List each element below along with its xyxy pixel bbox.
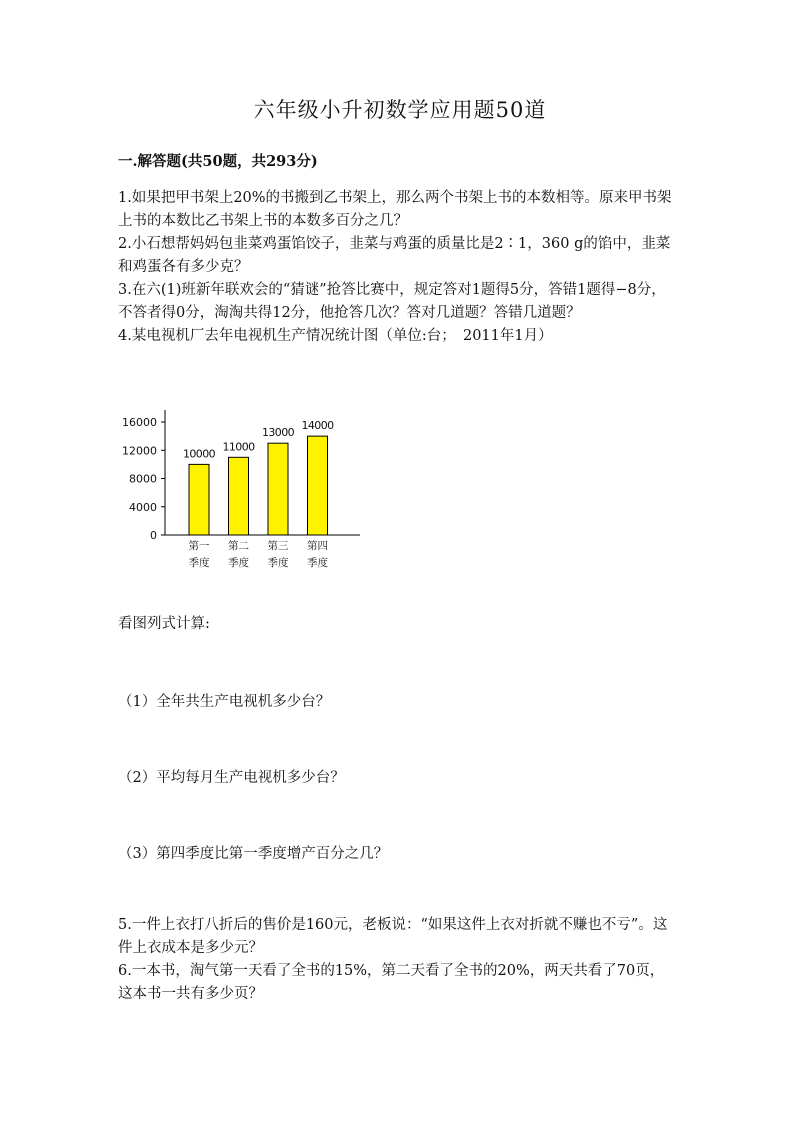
bar-value-label: 11000	[222, 440, 255, 454]
bar	[229, 457, 249, 535]
bar	[308, 436, 328, 535]
y-tick-label: 4000	[129, 500, 157, 514]
problem-list-2	[118, 914, 678, 1006]
x-tick-label: 季度	[267, 557, 289, 569]
problem-5: 5.一件上衣打八折后的售价是160元，老板说：“如果这件上衣对折就不赚也不亏”。这件上衣成本是多少元？	[118, 917, 668, 956]
bar	[189, 464, 209, 535]
x-tick-label: 第三	[267, 540, 289, 552]
x-tick-label: 季度	[188, 557, 210, 569]
section-heading: 一.解答题(共50题，共293分)	[118, 153, 318, 170]
y-tick-label: 0	[150, 529, 157, 542]
x-tick-label: 第四	[307, 540, 328, 552]
bar-chart	[110, 400, 370, 580]
bar-chart-svg	[110, 400, 370, 580]
problem-4: 4.某电视机厂去年电视机生产情况统计图（单位:台； 2011年1月）	[118, 328, 553, 344]
x-tick-label: 第一	[188, 540, 210, 552]
sub-question-2: （2）平均每月生产电视机多少台？	[118, 770, 345, 786]
problem-1: 1.如果把甲书架上20%的书搬到乙书架上，那么两个书架上书的本数相等。原来甲书架上书的本数比乙书架上书的本数多百分之几？	[118, 190, 672, 229]
sub-question-1: （1）全年共生产电视机多少台？	[118, 694, 331, 710]
problem-2: 2.小石想帮妈妈包韭菜鸡蛋馅饺子，韭菜与鸡蛋的质量比是2∶1，360 g的馅中，韭菜和鸡蛋各有多少克？	[118, 236, 671, 275]
y-tick-label: 16000	[122, 416, 157, 429]
bar-value-label: 14000	[301, 419, 334, 433]
y-tick-label: 12000	[122, 444, 157, 458]
problem-3: 3.在六(1)班新年联欢会的“猜谜”抢答比赛中，规定答对1题得5分，答错1题得−8分，不答者得0分，淘淘共得12分，他抢答几次？答对几道题？答错几道题？	[118, 282, 666, 321]
page-title: 六年级小升初数学应用题50道	[253, 98, 547, 122]
y-tick-label: 8000	[129, 472, 157, 486]
problem-list	[118, 187, 678, 348]
sub-question-3: （3）第四季度比第一季度增产百分之几？	[118, 846, 389, 862]
x-tick-label: 第二	[228, 540, 249, 552]
x-tick-label: 季度	[228, 557, 249, 569]
instruction-text: 看图列式计算:	[118, 616, 210, 632]
bar	[268, 443, 288, 535]
problem-6: 6.一本书，淘气第一天看了全书的15%，第二天看了全书的20%，两天共看了70页，这本书一共有多少页？	[118, 963, 665, 1002]
bar-value-label: 10000	[183, 447, 215, 461]
bar-value-label: 13000	[262, 426, 294, 440]
x-tick-label: 季度	[307, 557, 328, 569]
